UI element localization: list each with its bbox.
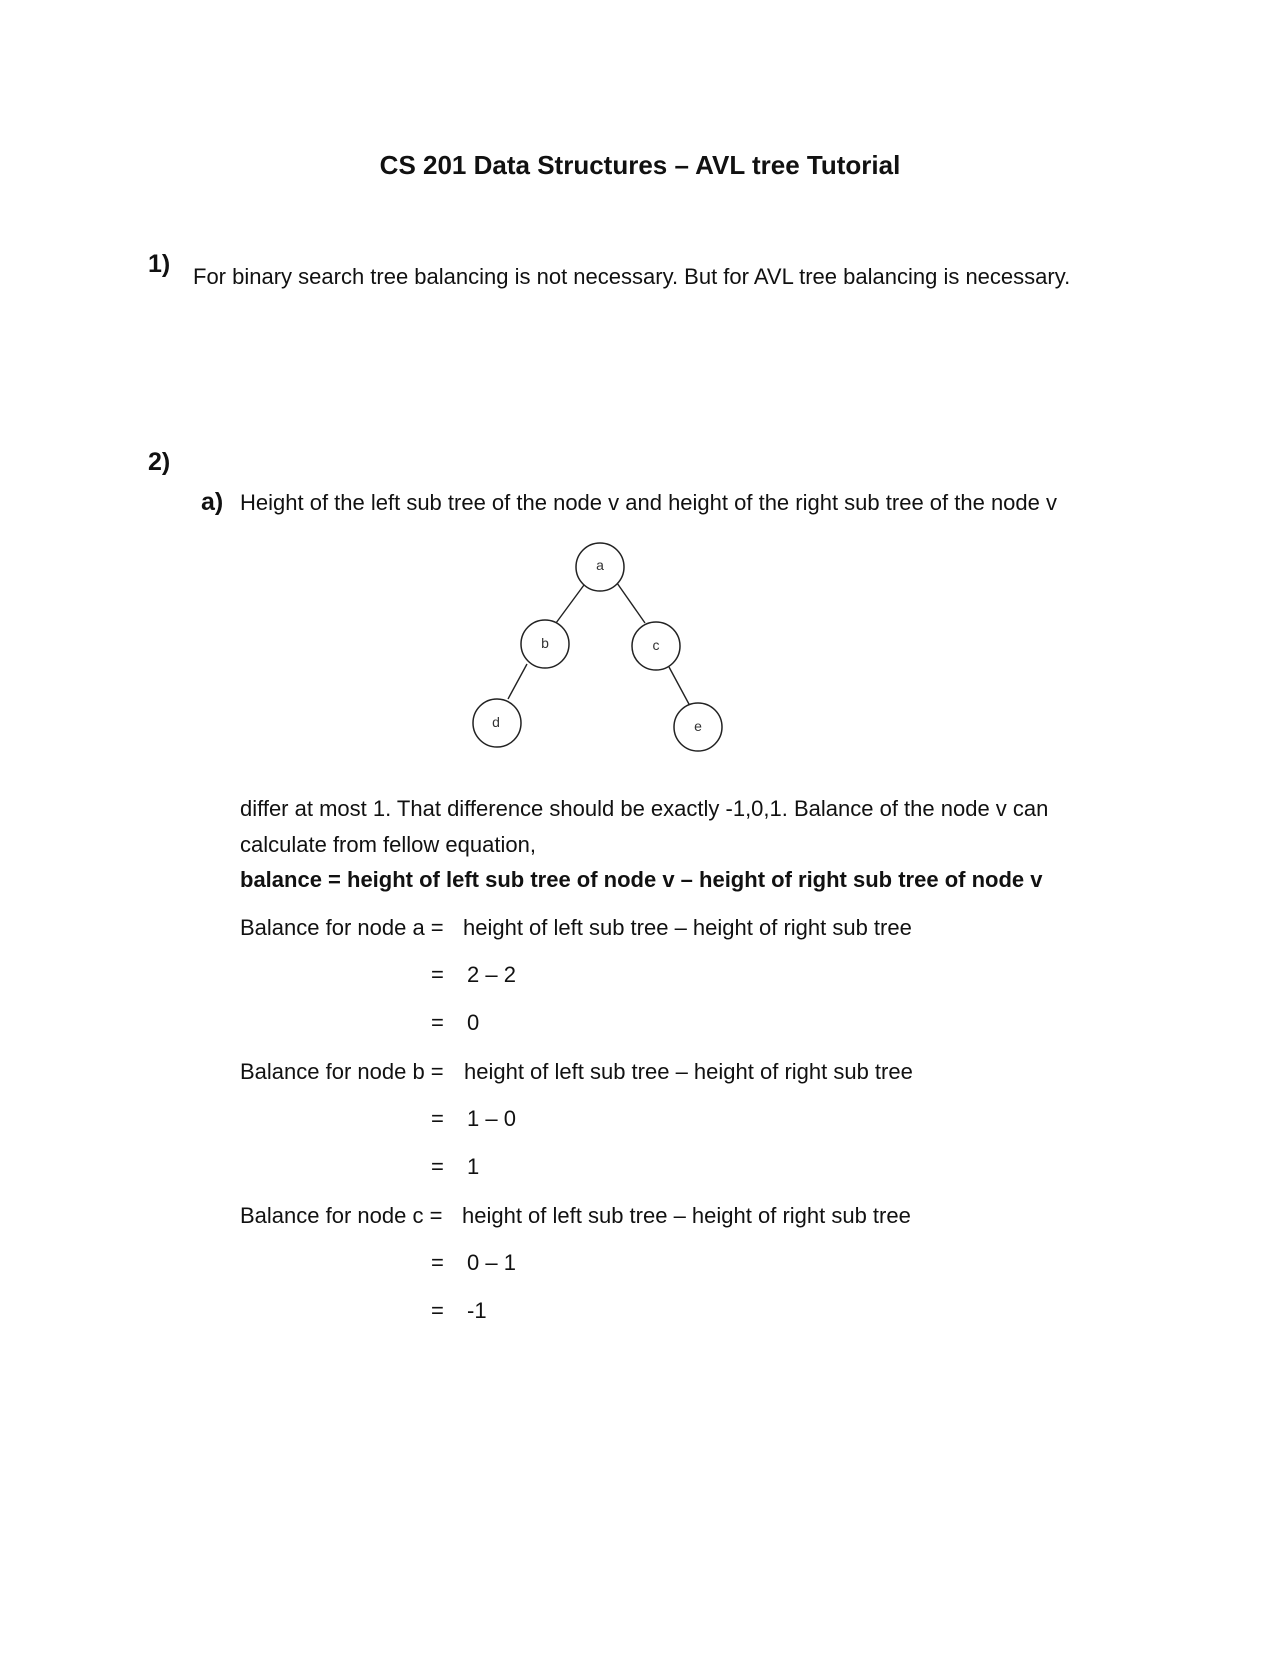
calc-b-eq-2: = (431, 1154, 444, 1179)
edge-c-e (669, 667, 690, 706)
calc-a-expr: height of left sub tree – height of right sub tree (463, 915, 912, 940)
edge-a-b (556, 585, 584, 623)
calc-a-eq-2: = (431, 1010, 444, 1035)
part-a-label: a) (201, 488, 224, 516)
calc-c-eq-1: = (431, 1250, 444, 1275)
edge-a-c (617, 583, 645, 623)
calc-b-expr: height of left sub tree – height of right sub tree (464, 1059, 913, 1084)
page-title: CS 201 Data Structures – AVL tree Tutorial (379, 150, 901, 180)
calc-c-result: -1 (467, 1298, 487, 1323)
question-1-text: For binary search tree balancing is not necessary. But for AVL tree balancing is necessary. (193, 264, 1071, 289)
tree-node-label: b (541, 635, 549, 651)
tree-node-label: d (492, 714, 500, 730)
edge-b-d (508, 664, 527, 699)
calc-c-eq-2: = (431, 1298, 444, 1323)
calc-a-step: 2 – 2 (467, 962, 516, 987)
avl-tree-diagram (0, 0, 1280, 780)
calc-a-eq-1: = (431, 962, 444, 987)
question-1-number: 1) (148, 250, 171, 278)
explanation-line-2: calculate from fellow equation, (240, 832, 536, 857)
calc-c-label: Balance for node c = (240, 1203, 443, 1228)
calc-b-label: Balance for node b = (240, 1059, 444, 1084)
calc-a-result: 0 (467, 1010, 480, 1035)
balance-formula: balance = height of left sub tree of node v – height of right sub tree of node v (240, 867, 1043, 892)
part-a-intro: Height of the left sub tree of the node v and height of the right sub tree of the node v (240, 490, 1057, 515)
tree-node-label: c (652, 637, 660, 653)
question-2-number: 2) (148, 448, 171, 476)
calc-a-label: Balance for node a = (240, 915, 444, 940)
explanation-line-1: differ at most 1. That difference should be exactly -1,0,1. Balance of the node v can (240, 796, 1049, 821)
calc-b-eq-1: = (431, 1106, 444, 1131)
tree-node-label: e (694, 718, 702, 734)
calc-c-step: 0 – 1 (467, 1250, 516, 1275)
tree-node-label: a (596, 557, 604, 573)
calc-c-expr: height of left sub tree – height of right sub tree (462, 1203, 911, 1228)
calc-b-result: 1 (467, 1154, 480, 1179)
calc-b-step: 1 – 0 (467, 1106, 516, 1131)
